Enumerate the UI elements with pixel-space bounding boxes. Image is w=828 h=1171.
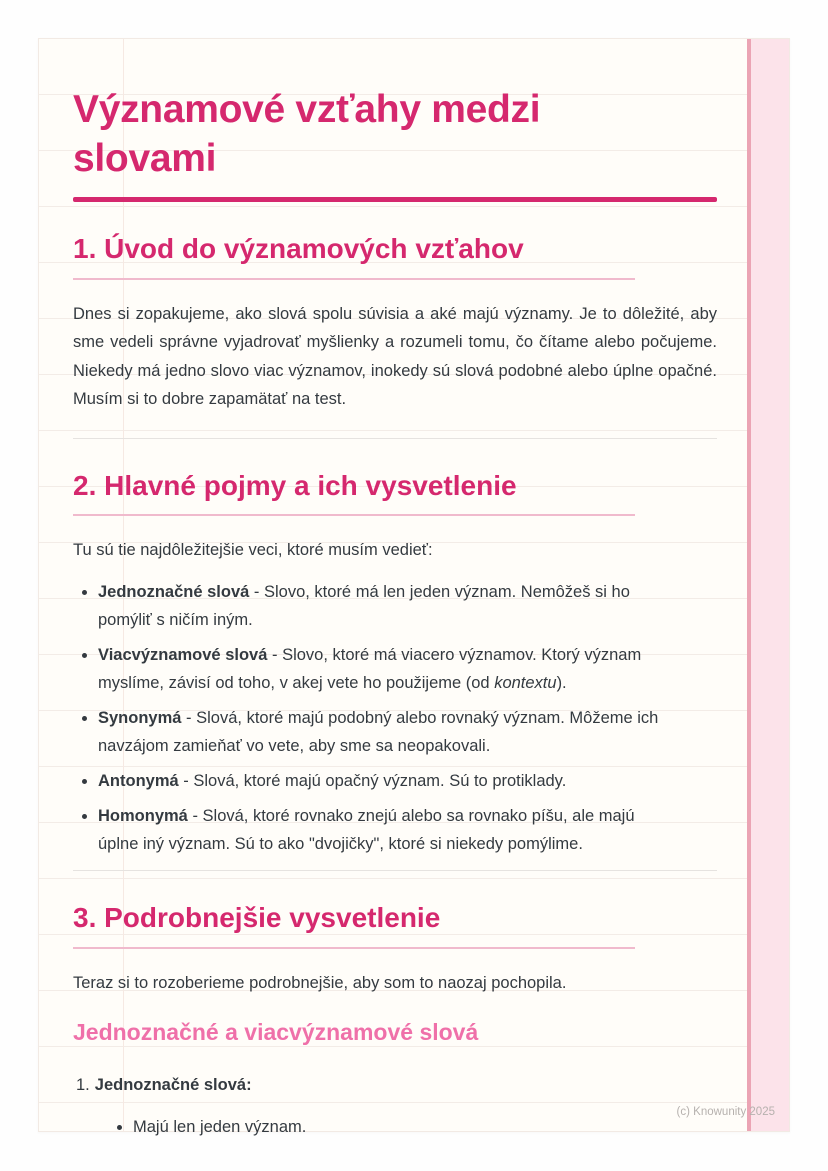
subsection-heading: Jednoznačné a viacvýznamové slová (73, 1019, 479, 1046)
term-description: - Slovo, ktoré má viacero významov. Ktorý význam myslíme, závisí od toho, v akej vete ho použijeme (od (98, 646, 642, 693)
list-item (98, 802, 673, 858)
term-description: - Slová, ktoré rovnako znejú alebo sa rovnako píšu, ale majú úplne iný význam. Sú to ako "dvojičky", ktoré si niekedy pomýlime. (98, 807, 635, 854)
list-item: • Majú len jeden význam. (133, 1113, 717, 1141)
page-title: Významové vzťahy medzi slovami (73, 88, 541, 181)
title-rule (73, 197, 717, 202)
section-divider (73, 870, 717, 871)
term-label: Synonymá (98, 709, 182, 728)
section-2-heading: 2. Hlavné pojmy a ich vysvetlenie (73, 469, 635, 517)
document-content (39, 39, 789, 1141)
term-description-italic: kontextu (494, 674, 557, 693)
item-number: 1. (76, 1075, 90, 1094)
section-divider (73, 438, 717, 439)
section-2-intro: Tu sú tie najdôležitejšie veci, ktoré musím vedieť: (73, 541, 433, 560)
term-description: - Slová, ktoré majú podobný alebo rovnaký význam. Môžeme ich navzájom zamieňať vo vete, aby sme sa neopakovali. (98, 709, 659, 756)
list-item (98, 767, 673, 795)
term-label: Viacvýznamové slová (98, 646, 268, 665)
page-accent-stripe (747, 39, 789, 1131)
list-item (98, 704, 673, 760)
list-item (98, 578, 673, 634)
section-1-paragraph: Dnes si zopakujeme, ako slová spolu súvisia a aké majú významy. Je to dôležité, aby sme vedeli správne vyjadrovať myšlienky a rozumeli tomu, čo čítame alebo počujeme. Niekedy má jedno slovo viac významov, inokedy sú slová podobné alebo úplne opačné. Musím si to dobre zapamätať na test. (73, 304, 717, 409)
term-description: - Slová, ktoré majú opačný význam. Sú to protiklady. (183, 772, 567, 791)
term-description-tail: ). (556, 674, 567, 693)
term-label: Jednoznačné slová (98, 583, 250, 602)
term-description: - Slovo, ktoré má len jeden význam. Nemôžeš si ho pomýliť s ničím iným. (98, 583, 630, 630)
section-3-intro: Teraz si to rozoberieme podrobnejšie, aby som to naozaj pochopila. (73, 974, 567, 993)
section-3-heading: 3. Podrobnejšie vysvetlenie (73, 901, 635, 949)
sub-bullet-list (73, 1113, 717, 1141)
concepts-list (73, 578, 673, 858)
numbered-item (73, 1071, 717, 1099)
term-label: Jednoznačné slová: (94, 1075, 252, 1094)
list-item (98, 641, 673, 697)
term-label: Antonymá (98, 772, 179, 791)
copyright-footer: (c) Knowunity 2025 (676, 1106, 775, 1118)
section-1-heading: 1. Úvod do významových vzťahov (73, 232, 635, 280)
term-label: Homonymá (98, 807, 188, 826)
document-page (38, 38, 790, 1136)
